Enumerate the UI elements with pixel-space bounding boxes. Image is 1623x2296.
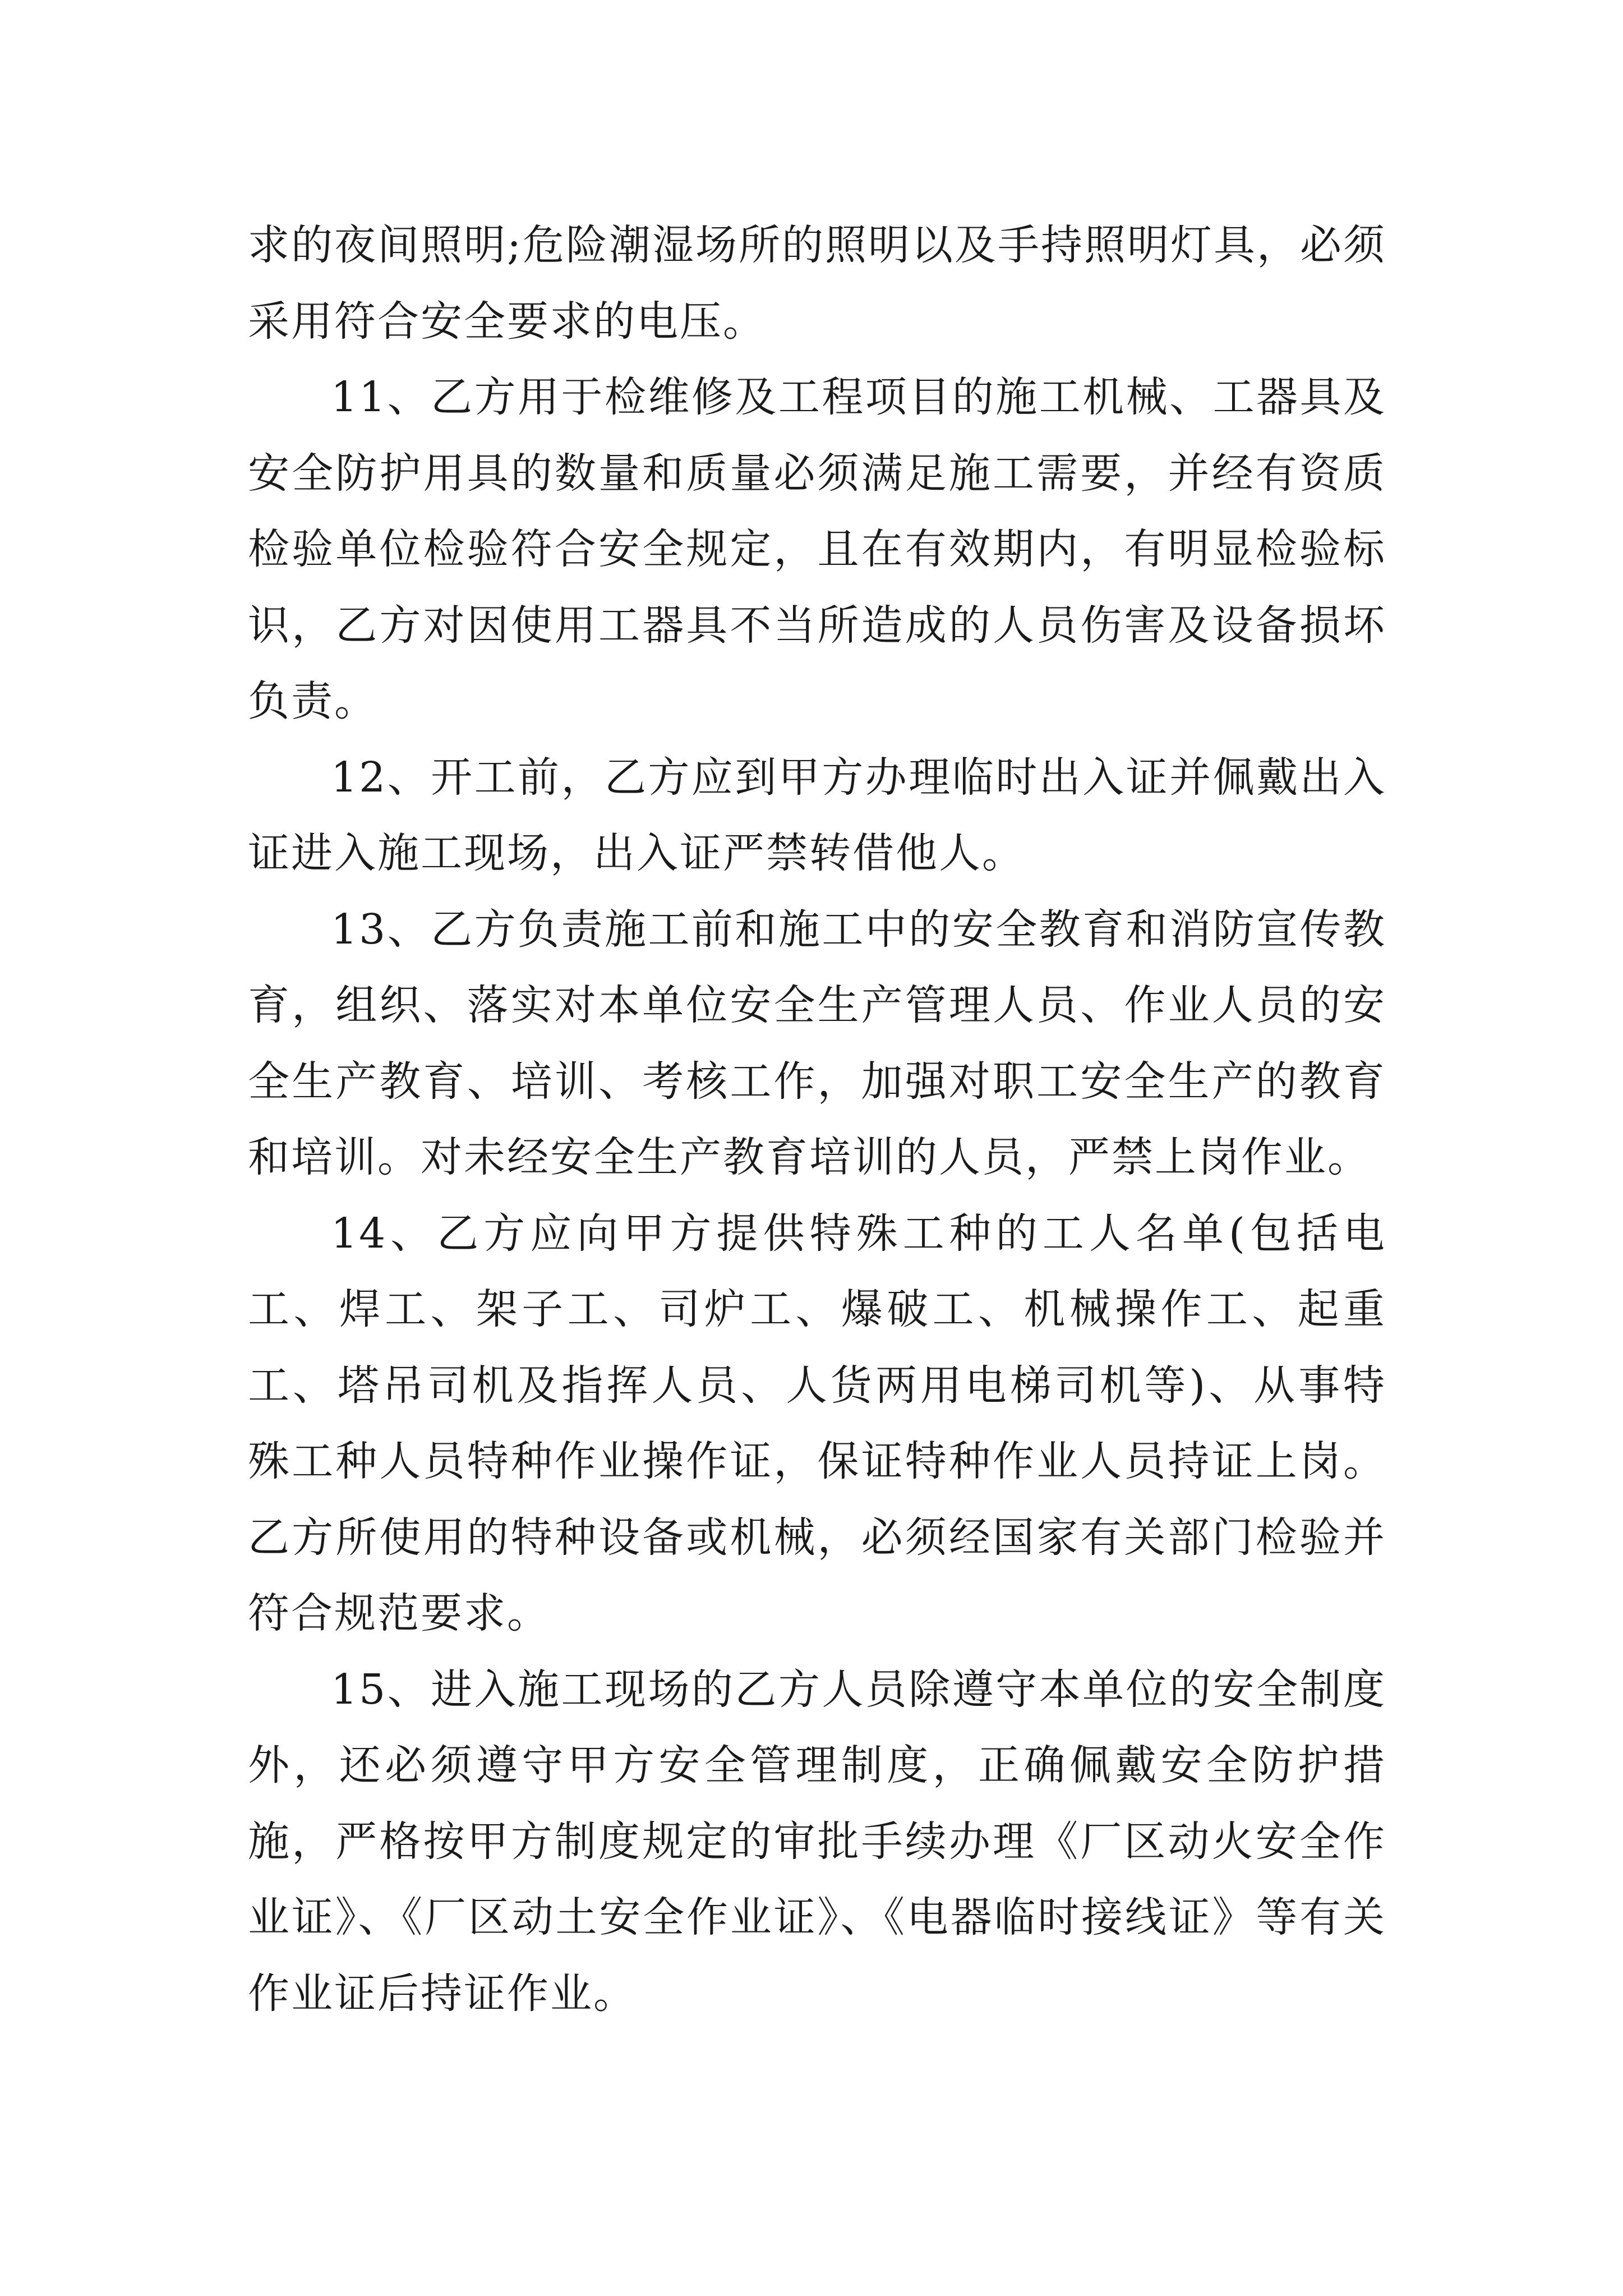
paragraph-clause-13: 13、乙方负责施工前和施工中的安全教育和消防宣传教育，组织、落实对本单位安全生产管理人员、作业人员的安全生产教育、培训、考核工作，加强对职工安全生产的教育和培训。对未经安全生产教育培训的人员，严禁上岗作业。 <box>248 905 1386 1181</box>
paragraph-clause-15: 15、进入施工现场的乙方人员除遵守本单位的安全制度外，还必须遵守甲方安全管理制度，正确佩戴安全防护措施，严格按甲方制度规定的审批手续办理《厂区动火安全作业证》、《厂区动土安全作业证》、《电器临时接线证》等有关作业证后持证作业。 <box>248 1665 1386 2018</box>
paragraph-clause-14: 14、乙方应向甲方提供特殊工种的工人名单(包括电工、焊工、架子工、司炉工、爆破工、机械操作工、起重工、塔吊司机及指挥人员、人货两用电梯司机等)、从事特殊工种人员特种作业操作证，保证特种作业人员持证上岗。乙方所使用的特种设备或机械，必须经国家有关部门检验并符合规范要求。 <box>248 1209 1386 1637</box>
document-body <box>248 208 1386 2032</box>
paragraph-clause-12: 12、开工前，乙方应到甲方办理临时出入证并佩戴出入证进入施工现场，出入证严禁转借他人。 <box>248 753 1386 877</box>
paragraph-clause-11: 11、乙方用于检维修及工程项目的施工机械、工器具及安全防护用具的数量和质量必须满足施工需要，并经有资质检验单位检验符合安全规定，且在有效期内，有明显检验标识，乙方对因使用工器具不当所造成的人员伤害及设备损坏负责。 <box>248 373 1386 725</box>
paragraph-continued: 求的夜间照明;危险潮湿场所的照明以及手持照明灯具，必须采用符合安全要求的电压。 <box>248 221 1386 346</box>
